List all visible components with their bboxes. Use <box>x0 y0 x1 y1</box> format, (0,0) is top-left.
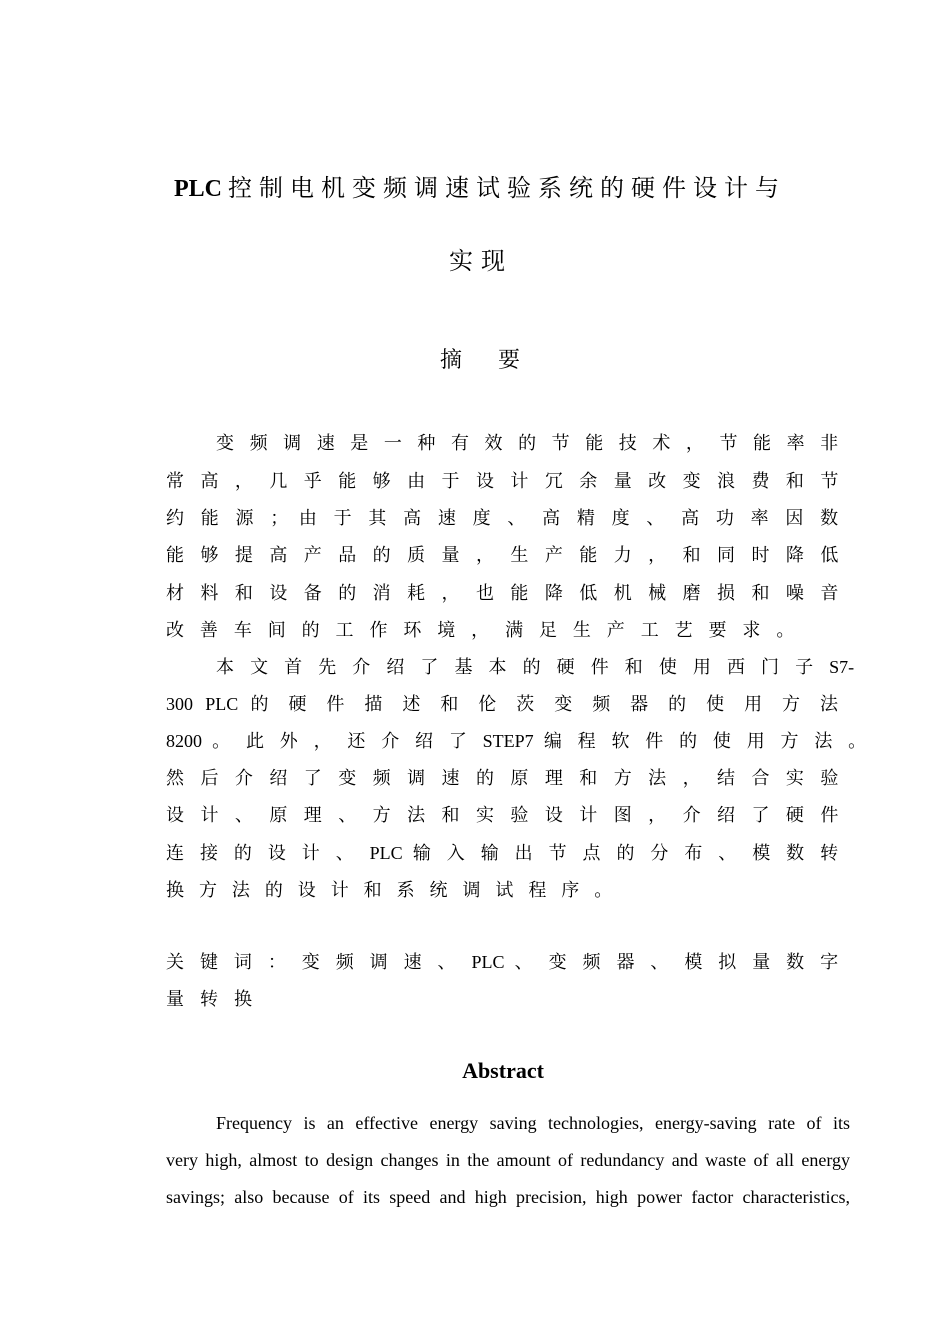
abstract-cn-heading: 摘要 <box>439 347 556 372</box>
title-plc: PLC <box>174 176 222 202</box>
abstract-cn-line: 改 善 车 间 的 工 作 环 境 ， 满 足 生 产 工 艺 要 求 。 <box>166 620 795 640</box>
abstract-cn-line: 变 频 调 速 是 一 种 有 效 的 节 能 技 术 ， 节 能 率 非 <box>216 433 839 453</box>
title-line-1-text: 控制电机变频调速试验系统的硬件设计与 <box>228 176 786 202</box>
abstract-en-line: savings; also because of its speed and high precision, high power factor characteristics, <box>166 1187 850 1207</box>
abstract-en-heading: Abstract <box>462 1058 544 1083</box>
abstract-en-line: Frequency is an effective energy saving technologies, energy-saving rate of its <box>216 1113 850 1133</box>
abstract-cn-line: 连 接 的 设 计 、 PLC 输 入 输 出 节 点 的 分 布 、 模 数 转 <box>166 843 839 863</box>
title-line-2: 实现 <box>449 249 513 275</box>
abstract-cn-line: 换 方 法 的 设 计 和 系 统 调 试 程 序 。 <box>166 880 613 900</box>
keywords-line: 关 键 词 ： 变 频 调 速 、 PLC 、 变 频 器 、 模 拟 量 数 字 <box>166 952 839 972</box>
abstract-cn-line: 设 计 、 原 理 、 方 法 和 实 验 设 计 图 ， 介 绍 了 硬 件 <box>166 805 839 825</box>
abstract-cn-line: 然 后 介 绍 了 变 频 调 速 的 原 理 和 方 法 ， 结 合 实 验 <box>166 768 839 788</box>
abstract-cn-line: 能 够 提 高 产 品 的 质 量 ， 生 产 能 力 ， 和 同 时 降 低 <box>166 545 839 565</box>
abstract-cn-line: 8200 。 此 外 ， 还 介 绍 了 STEP7 编 程 软 件 的 使 用 方 法 。 <box>166 731 867 751</box>
abstract-en-line: very high, almost to design changes in the amount of redundancy and waste of all energy <box>166 1150 850 1170</box>
abstract-cn-line: 本 文 首 先 介 绍 了 基 本 的 硬 件 和 使 用 西 门 子 S7- <box>216 657 855 677</box>
abstract-cn-line: 常 高 ， 几 乎 能 够 由 于 设 计 冗 余 量 改 变 浪 费 和 节 <box>166 471 839 491</box>
abstract-cn-line: 300 PLC 的 硬 件 描 述 和 伦 茨 变 频 器 的 使 用 方 法 <box>166 694 839 714</box>
abstract-cn-line: 约 能 源 ； 由 于 其 高 速 度 、 高 精 度 、 高 功 率 因 数 <box>166 508 839 528</box>
abstract-cn-line: 材 料 和 设 备 的 消 耗 ， 也 能 降 低 机 械 磨 损 和 噪 音 <box>166 583 839 603</box>
keywords-line: 量 转 换 <box>166 989 252 1009</box>
title-line-1 <box>0 168 950 203</box>
